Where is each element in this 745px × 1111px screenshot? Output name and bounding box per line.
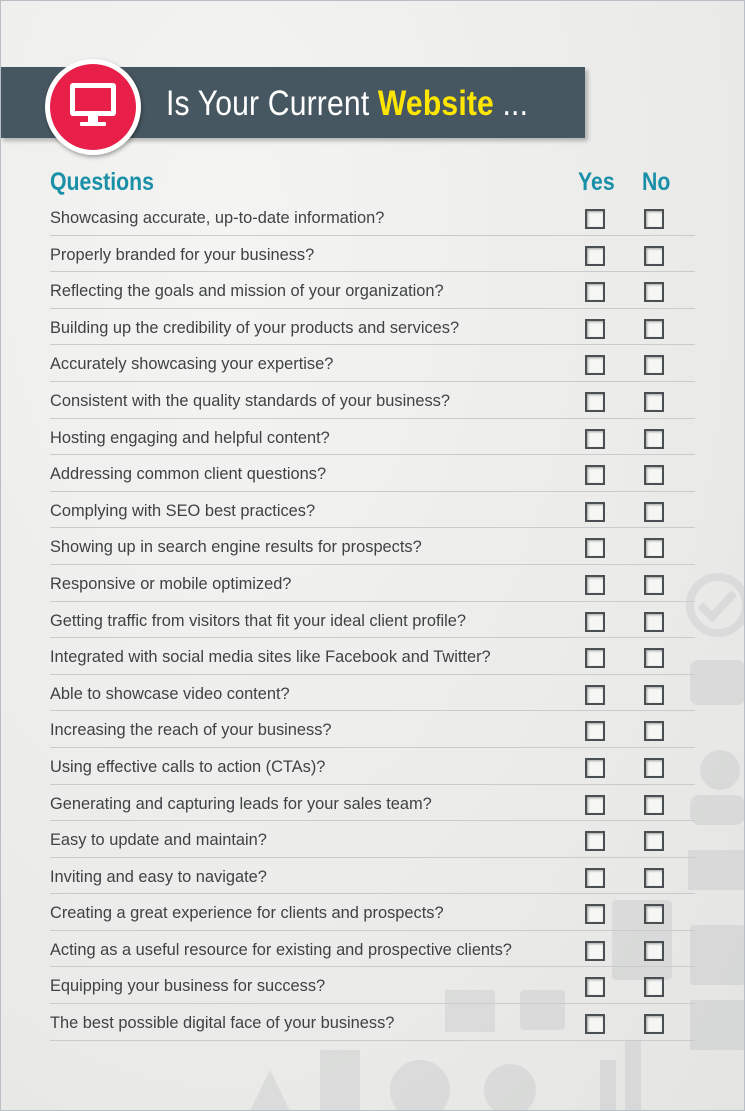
checklist-row	[0, 383, 745, 420]
checklist-row	[0, 237, 745, 274]
checklist-row	[0, 200, 745, 237]
yes-checkbox[interactable]	[585, 392, 605, 412]
yes-checkbox[interactable]	[585, 721, 605, 741]
no-checkbox[interactable]	[644, 685, 664, 705]
yes-checkbox[interactable]	[585, 977, 605, 997]
checklist-row	[0, 603, 745, 640]
question-text: Accurately showcasing your expertise?	[50, 355, 334, 374]
row-divider	[50, 454, 695, 455]
no-checkbox[interactable]	[644, 648, 664, 668]
yes-checkbox[interactable]	[585, 246, 605, 266]
page-title	[166, 84, 528, 124]
question-text: Reflecting the goals and mission of your organization?	[50, 282, 444, 301]
question-text: Complying with SEO best practices?	[50, 501, 316, 520]
no-checkbox[interactable]	[644, 246, 664, 266]
icon-badge	[45, 59, 141, 155]
row-divider	[50, 235, 695, 236]
question-text: Properly branded for your business?	[50, 245, 315, 264]
yes-checkbox[interactable]	[585, 941, 605, 961]
no-checkbox[interactable]	[644, 575, 664, 595]
yes-checkbox[interactable]	[585, 355, 605, 375]
yes-checkbox[interactable]	[585, 648, 605, 668]
question-text: Responsive or mobile optimized?	[50, 574, 292, 593]
row-divider	[50, 271, 695, 272]
yes-checkbox[interactable]	[585, 831, 605, 851]
row-divider	[50, 784, 695, 785]
question-text: Showcasing accurate, up-to-date information?	[50, 209, 385, 227]
question-text: Hosting engaging and helpful content?	[50, 428, 330, 447]
checklist-row	[0, 932, 745, 969]
no-checkbox[interactable]	[644, 429, 664, 449]
row-divider	[50, 747, 695, 748]
row-divider	[50, 710, 695, 711]
no-checkbox[interactable]	[644, 612, 664, 632]
no-checkbox[interactable]	[644, 538, 664, 558]
checklist	[0, 200, 745, 1042]
row-divider	[50, 820, 695, 821]
title-accent-word: Website	[377, 84, 494, 123]
column-headers	[0, 168, 745, 198]
checklist-row	[0, 676, 745, 713]
question-text: Able to showcase video content?	[50, 684, 290, 703]
no-checkbox[interactable]	[644, 758, 664, 778]
row-divider	[50, 308, 695, 309]
yes-checkbox[interactable]	[585, 319, 605, 339]
yes-checkbox[interactable]	[585, 758, 605, 778]
checklist-row	[0, 639, 745, 676]
row-divider	[50, 344, 695, 345]
row-divider	[50, 966, 695, 967]
question-text: Equipping your business for success?	[50, 977, 326, 996]
no-checkbox[interactable]	[644, 465, 664, 485]
yes-checkbox[interactable]	[585, 209, 605, 229]
no-checkbox[interactable]	[644, 721, 664, 741]
question-text: Showing up in search engine results for prospects?	[50, 538, 422, 557]
no-checkbox[interactable]	[644, 282, 664, 302]
question-text: Easy to update and maintain?	[50, 831, 267, 850]
row-divider	[50, 1003, 695, 1004]
no-checkbox[interactable]	[644, 392, 664, 412]
no-header: No	[642, 168, 671, 196]
yes-checkbox[interactable]	[585, 465, 605, 485]
checklist-row	[0, 1005, 745, 1042]
no-checkbox[interactable]	[644, 209, 664, 229]
no-checkbox[interactable]	[644, 904, 664, 924]
row-divider	[50, 527, 695, 528]
yes-checkbox[interactable]	[585, 795, 605, 815]
no-checkbox[interactable]	[644, 941, 664, 961]
question-text: Consistent with the quality standards of your business?	[50, 391, 450, 410]
question-text: Integrated with social media sites like Facebook and Twitter?	[50, 648, 491, 667]
no-checkbox[interactable]	[644, 795, 664, 815]
checklist-row	[0, 493, 745, 530]
yes-checkbox[interactable]	[585, 868, 605, 888]
yes-checkbox[interactable]	[585, 282, 605, 302]
yes-checkbox[interactable]	[585, 575, 605, 595]
checklist-row	[0, 895, 745, 932]
checklist-row	[0, 566, 745, 603]
questions-header: Questions	[50, 168, 154, 196]
checklist-row	[0, 273, 745, 310]
no-checkbox[interactable]	[644, 977, 664, 997]
no-checkbox[interactable]	[644, 502, 664, 522]
row-divider	[50, 930, 695, 931]
title-suffix: ...	[493, 84, 529, 123]
row-divider	[50, 1040, 695, 1041]
checklist-row	[0, 712, 745, 749]
question-text: Generating and capturing leads for your sales team?	[50, 794, 432, 813]
row-divider	[50, 674, 695, 675]
yes-checkbox[interactable]	[585, 538, 605, 558]
checklist-row	[0, 346, 745, 383]
question-text: The best possible digital face of your business?	[50, 1014, 395, 1033]
row-divider	[50, 564, 695, 565]
yes-header: Yes	[578, 168, 615, 196]
checklist-row	[0, 859, 745, 896]
row-divider	[50, 601, 695, 602]
checklist-row	[0, 968, 745, 1005]
question-text: Creating a great experience for clients and prospects?	[50, 904, 444, 923]
row-divider	[50, 857, 695, 858]
row-divider	[50, 418, 695, 419]
row-divider	[50, 491, 695, 492]
no-checkbox[interactable]	[644, 831, 664, 851]
question-text: Increasing the reach of your business?	[50, 721, 332, 740]
question-text: Building up the credibility of your products and services?	[50, 318, 460, 337]
row-divider	[50, 381, 695, 382]
question-text: Addressing common client questions?	[50, 465, 327, 484]
no-checkbox[interactable]	[644, 1014, 664, 1034]
checklist-row	[0, 786, 745, 823]
row-divider	[50, 893, 695, 894]
question-text: Inviting and easy to navigate?	[50, 867, 267, 886]
no-checkbox[interactable]	[644, 355, 664, 375]
row-divider	[50, 637, 695, 638]
question-text: Acting as a useful resource for existing and prospective clients?	[50, 940, 512, 959]
checklist-row	[0, 420, 745, 457]
yes-checkbox[interactable]	[585, 429, 605, 449]
yes-checkbox[interactable]	[585, 612, 605, 632]
question-text: Using effective calls to action (CTAs)?	[50, 757, 326, 776]
yes-checkbox[interactable]	[585, 502, 605, 522]
checklist-row	[0, 749, 745, 786]
question-text: Getting traffic from visitors that fit your ideal client profile?	[50, 611, 467, 630]
no-checkbox[interactable]	[644, 868, 664, 888]
checklist-row	[0, 529, 745, 566]
monitor-icon	[67, 79, 119, 131]
yes-checkbox[interactable]	[585, 1014, 605, 1034]
yes-checkbox[interactable]	[585, 685, 605, 705]
checklist-row	[0, 456, 745, 493]
checklist-row	[0, 822, 745, 859]
no-checkbox[interactable]	[644, 319, 664, 339]
title-prefix: Is Your Current	[166, 84, 378, 123]
checklist-row	[0, 310, 745, 347]
yes-checkbox[interactable]	[585, 904, 605, 924]
